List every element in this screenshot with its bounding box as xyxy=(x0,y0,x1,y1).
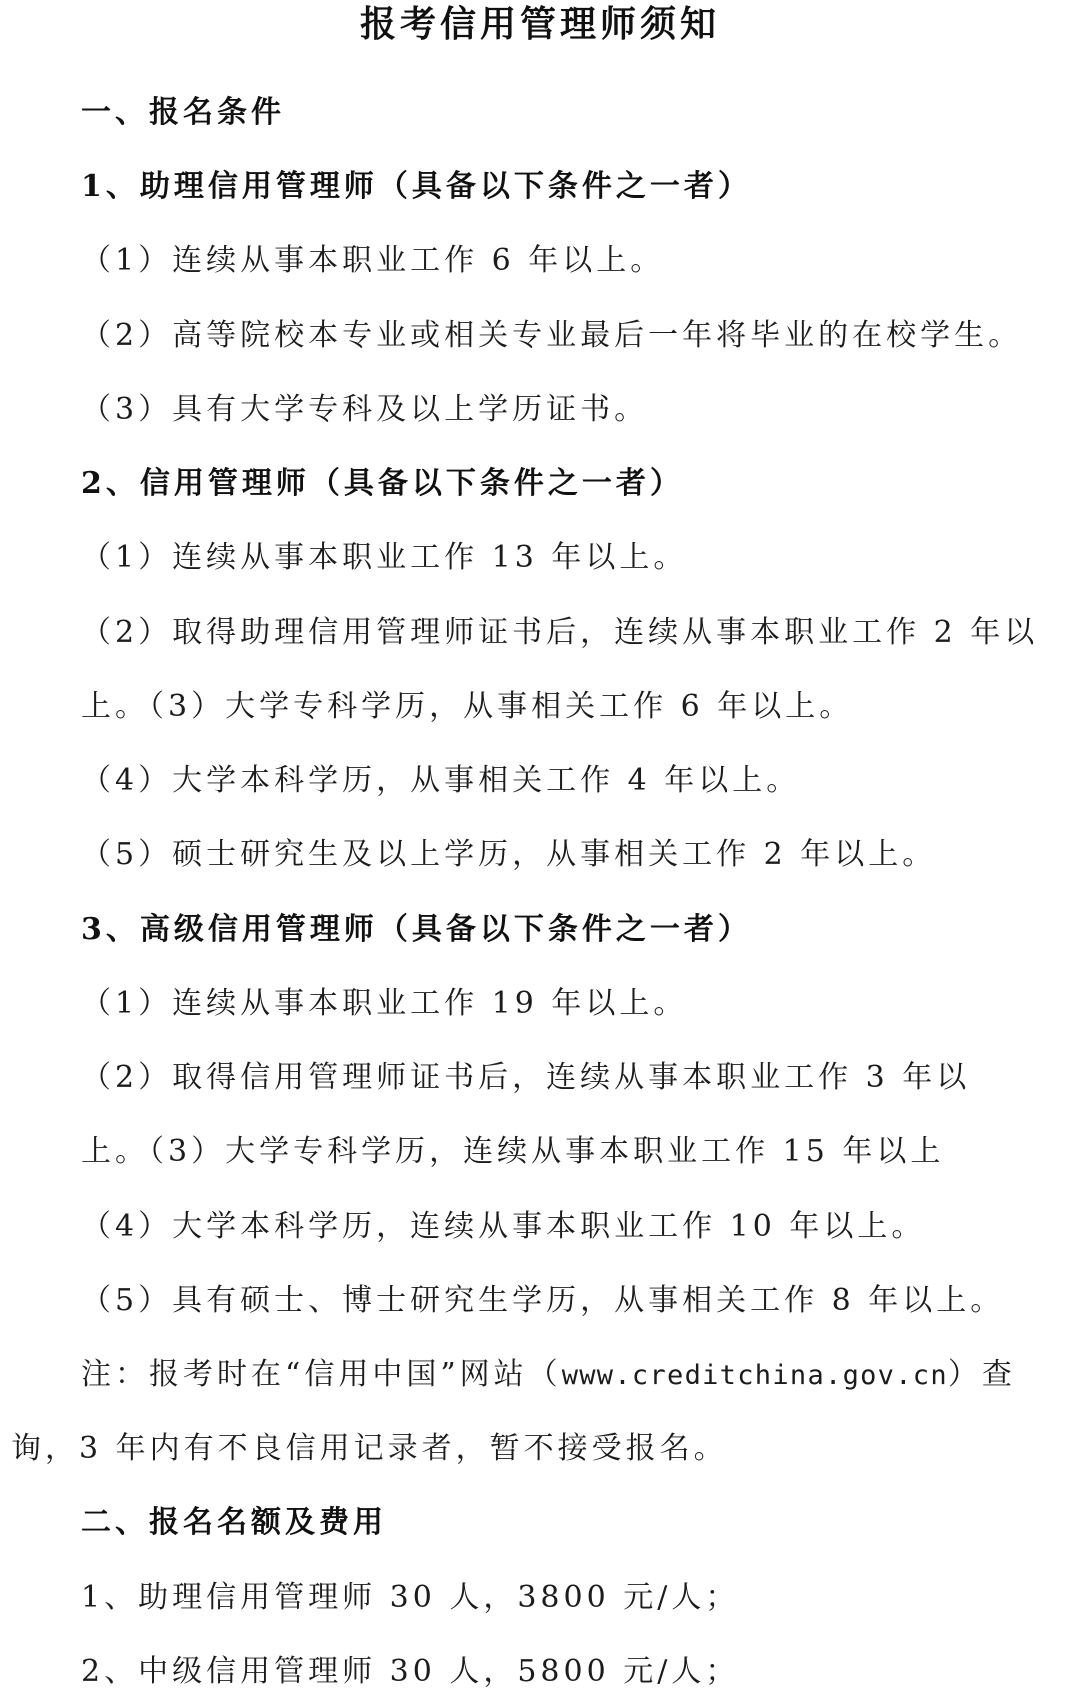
senior-condition-line-2: （2）取得信用管理师证书后，连续从事本职业工作 3 年以 xyxy=(81,1060,971,1096)
subsection-heading-senior-credit-manager: 3、高级信用管理师（具备以下条件之一者） xyxy=(81,911,752,947)
manager-condition-line-4: （4）大学本科学历，从事相关工作 4 年以上。 xyxy=(81,763,801,799)
section-heading-registration-conditions: 一、报名条件 xyxy=(81,95,285,130)
note-line xyxy=(0,1345,1080,1405)
senior-condition-line-1: （1）连续从事本职业工作 19 年以上。 xyxy=(81,985,688,1021)
manager-condition-line-2: （2）取得助理信用管理师证书后，连续从事本职业工作 2 年以 xyxy=(81,614,1039,650)
note-continuation: 询，3 年内有不良信用记录者，暂不接受报名。 xyxy=(11,1431,728,1467)
document-body xyxy=(0,83,1080,1702)
manager-condition-line-3: 上。（3）大学专科学历，从事相关工作 6 年以上。 xyxy=(81,688,854,724)
senior-condition-line-5: （5）具有硕士、博士研究生学历，从事相关工作 8 年以上。 xyxy=(81,1282,1005,1318)
section-heading-quota-and-fees: 二、报名名额及费用 xyxy=(81,1505,387,1541)
note-suffix: ）查 xyxy=(947,1356,1016,1392)
senior-condition-line-4: （4）大学本科学历，连续从事本职业工作 10 年以上。 xyxy=(81,1208,926,1244)
subsection-heading-assistant-credit-manager: 1、助理信用管理师（具备以下条件之一者） xyxy=(81,169,752,205)
assistant-condition-3: （3）具有大学专科及以上学历证书。 xyxy=(81,391,649,427)
document-title: 报考信用管理师须知 xyxy=(359,3,720,45)
assistant-condition-2: （2）高等院校本专业或相关专业最后一年将毕业的在校学生。 xyxy=(81,317,1023,353)
subsection-heading-credit-manager: 2、信用管理师（具备以下条件之一者） xyxy=(81,466,684,502)
fee-item-assistant: 1、助理信用管理师 30 人，3800 元/人； xyxy=(81,1579,740,1615)
assistant-condition-1: （1）连续从事本职业工作 6 年以上。 xyxy=(81,243,665,279)
fee-item-intermediate: 2、中级信用管理师 30 人，5800 元/人； xyxy=(81,1653,740,1689)
manager-condition-line-5: （5）硕士研究生及以上学历，从事相关工作 2 年以上。 xyxy=(81,837,937,873)
manager-condition-line-1: （1）连续从事本职业工作 13 年以上。 xyxy=(81,540,688,576)
note-website-url: www.creditchina.gov.cn xyxy=(561,1359,948,1391)
note-prefix: 注：报考时在“信用中国”网站（ xyxy=(81,1356,562,1392)
senior-condition-line-3: 上。（3）大学专科学历，连续从事本职业工作 15 年以上 xyxy=(81,1134,945,1170)
